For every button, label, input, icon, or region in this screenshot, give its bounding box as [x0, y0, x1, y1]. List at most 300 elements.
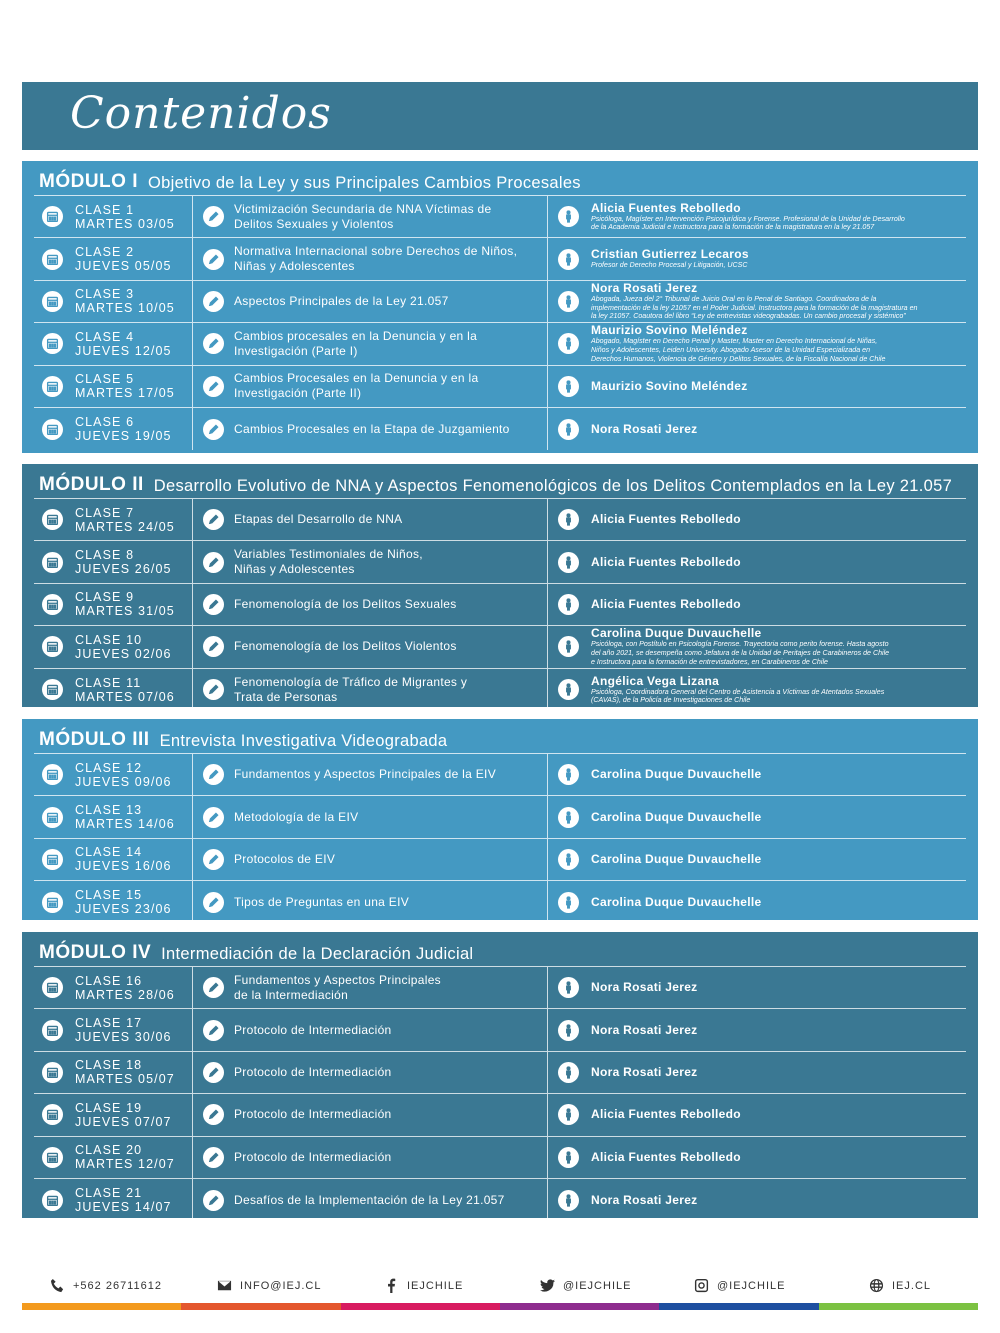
- topic-line-1: Protocolo de Intermediación: [234, 1149, 392, 1164]
- teacher-name: Alicia Fuentes Rebolledo: [591, 512, 741, 527]
- teacher-name: Alicia Fuentes Rebolledo: [591, 554, 741, 569]
- class-cell: [34, 584, 193, 625]
- table-row: [34, 323, 966, 365]
- table-row: [34, 408, 966, 450]
- class-label: [75, 506, 175, 534]
- topic-text: [234, 852, 335, 867]
- teacher-bio-line-1: Psicóloga, Magíster en Intervención Psicojurídica y Forense. Profesional de la Unidad de Desarrollo: [591, 214, 905, 223]
- class-number: CLASE 3: [75, 287, 135, 302]
- topic-line-2: Niñas y Adolescentes: [234, 562, 355, 577]
- class-cell: [34, 1009, 193, 1050]
- topic-text: [234, 895, 409, 910]
- class-date: MARTES 17/05: [75, 386, 175, 401]
- calendar-icon: [42, 594, 63, 615]
- calendar-icon: [42, 333, 63, 354]
- person-icon: [558, 509, 579, 530]
- class-number: CLASE 6: [75, 415, 135, 430]
- teacher-cell: [548, 1009, 966, 1050]
- topic-line-2: Investigación (Parte I): [234, 343, 358, 358]
- teacher-cell: [548, 1094, 966, 1135]
- class-number: CLASE 8: [75, 548, 135, 563]
- class-label: [75, 415, 172, 443]
- module-number: MÓDULO IV: [39, 942, 152, 963]
- pencil-icon: [203, 679, 224, 700]
- calendar-icon: [42, 1020, 63, 1041]
- footer-instagram[interactable]: [694, 1278, 785, 1293]
- module-1: [22, 161, 978, 453]
- person-icon: [558, 291, 579, 312]
- topic-line-1: Protocolo de Intermediación: [234, 1064, 392, 1079]
- pencil-icon: [203, 1190, 224, 1211]
- class-date: JUEVES 23/06: [75, 902, 172, 917]
- teacher-info: [591, 853, 966, 866]
- topic-line-1: Victimización Secundaria de NNA Víctimas de: [234, 201, 492, 216]
- calendar-icon: [42, 636, 63, 657]
- class-cell: [34, 967, 193, 1008]
- class-number: CLASE 1: [75, 202, 135, 217]
- teacher-cell: [548, 238, 966, 279]
- class-label: [75, 548, 172, 576]
- class-cell: [34, 669, 193, 711]
- teacher-cell: [548, 669, 966, 711]
- topic-line-1: Cambios procesales en la Denuncia y en la: [234, 328, 478, 343]
- module-header: [22, 464, 978, 498]
- twitter-icon: [540, 1278, 555, 1293]
- class-number: CLASE 13: [75, 803, 143, 818]
- teacher-bio-line-2: de la Academia Judicial e Instructora para la formación de la magistratura en la ley 21.057: [591, 223, 875, 232]
- color-stripe-segment: [819, 1303, 978, 1310]
- topic-line-1: Fundamentos y Aspectos Principales: [234, 972, 441, 987]
- pencil-icon: [203, 249, 224, 270]
- class-date: MARTES 14/06: [75, 817, 175, 832]
- person-icon: [558, 594, 579, 615]
- class-date: JUEVES 09/06: [75, 774, 172, 789]
- table-row: [34, 1179, 966, 1221]
- pencil-icon: [203, 1020, 224, 1041]
- topic-line-1: Aspectos Principales de la Ley 21.057: [234, 293, 449, 308]
- pencil-icon: [203, 764, 224, 785]
- pencil-icon: [203, 206, 224, 227]
- topic-text: [234, 675, 467, 705]
- teacher-cell: [548, 499, 966, 540]
- teacher-info: [591, 896, 966, 909]
- teacher-name: Alicia Fuentes Rebolledo: [591, 1107, 741, 1122]
- class-number: CLASE 15: [75, 888, 143, 903]
- class-label: [75, 676, 175, 704]
- teacher-bio-line-3: Derechos Humanos, Violencia de Género y Delitos Sexuales, de la Fiscalía Nacional de Chile: [591, 354, 886, 363]
- calendar-icon: [42, 291, 63, 312]
- class-number: CLASE 14: [75, 845, 143, 860]
- topic-cell: [193, 839, 548, 880]
- class-date: JUEVES 02/06: [75, 646, 172, 661]
- teacher-bio-line-1: Abogado, Magíster en Derecho Penal y Master, Master en Derecho Internacional de Niñas,: [591, 337, 878, 346]
- topic-line-1: Fenomenología de los Delitos Violentos: [234, 639, 457, 654]
- teacher-cell: [548, 323, 966, 364]
- table-row: [34, 366, 966, 408]
- class-date: MARTES 31/05: [75, 604, 175, 619]
- module-number: MÓDULO III: [39, 729, 150, 750]
- person-icon: [558, 636, 579, 657]
- topic-line-1: Fenomenología de los Delitos Sexuales: [234, 596, 457, 611]
- topic-cell: [193, 796, 548, 837]
- class-cell: [34, 408, 193, 450]
- teacher-name: Nora Rosati Jerez: [591, 1064, 698, 1079]
- class-number: CLASE 2: [75, 245, 135, 260]
- class-label: [75, 203, 175, 231]
- module-header: [22, 161, 978, 195]
- topic-line-2: Niñas y Adolescentes: [234, 259, 355, 274]
- pencil-icon: [203, 636, 224, 657]
- teacher-name: Alicia Fuentes Rebolledo: [591, 200, 741, 215]
- topic-cell: [193, 238, 548, 279]
- teacher-cell: [548, 1137, 966, 1178]
- phone-icon: [50, 1278, 65, 1293]
- class-date: JUEVES 07/07: [75, 1114, 172, 1129]
- table-row: [34, 1052, 966, 1094]
- footer-twitter[interactable]: [540, 1278, 631, 1293]
- header-banner: [22, 82, 978, 150]
- person-icon: [558, 1104, 579, 1125]
- class-date: MARTES 12/07: [75, 1157, 175, 1172]
- pencil-icon: [203, 376, 224, 397]
- color-stripe-segment: [22, 1303, 181, 1310]
- footer-instagram-text: @IEJCHILE: [717, 1279, 786, 1292]
- teacher-cell: [548, 1052, 966, 1093]
- person-icon: [558, 1147, 579, 1168]
- teacher-info: [591, 324, 966, 363]
- calendar-icon: [42, 419, 63, 440]
- calendar-icon: [42, 249, 63, 270]
- class-label: [75, 974, 175, 1002]
- teacher-info: [591, 1024, 966, 1037]
- calendar-icon: [42, 206, 63, 227]
- footer-email[interactable]: [217, 1278, 321, 1293]
- calendar-icon: [42, 1190, 63, 1211]
- topic-cell: [193, 754, 548, 795]
- topic-cell: [193, 541, 548, 582]
- topic-line-2: Delitos Sexuales y Violentos: [234, 216, 394, 231]
- teacher-name: Nora Rosati Jerez: [591, 281, 698, 296]
- teacher-name: Alicia Fuentes Rebolledo: [591, 1149, 741, 1164]
- teacher-cell: [548, 366, 966, 407]
- topic-cell: [193, 366, 548, 407]
- person-icon: [558, 1020, 579, 1041]
- class-date: JUEVES 19/05: [75, 429, 172, 444]
- topic-text: [234, 1150, 392, 1165]
- class-cell: [34, 196, 193, 237]
- class-number: CLASE 16: [75, 973, 143, 988]
- class-label: [75, 1143, 175, 1171]
- teacher-name: Carolina Duque Duvauchelle: [591, 851, 762, 866]
- teacher-bio-line-1: Profesor de Derecho Procesal y Litigación, UCSC: [591, 261, 748, 270]
- class-table: [34, 753, 966, 924]
- mail-icon: [217, 1278, 232, 1293]
- class-cell: [34, 626, 193, 667]
- table-row: [34, 967, 966, 1009]
- calendar-icon: [42, 1062, 63, 1083]
- calendar-icon: [42, 1104, 63, 1125]
- table-row: [34, 499, 966, 541]
- teacher-cell: [548, 796, 966, 837]
- table-row: [34, 796, 966, 838]
- teacher-name: Carolina Duque Duvauchelle: [591, 894, 762, 909]
- color-stripe-segment: [341, 1303, 500, 1310]
- globe-icon: [869, 1278, 884, 1293]
- topic-cell: [193, 669, 548, 711]
- teacher-info: [591, 811, 966, 824]
- class-number: CLASE 4: [75, 329, 135, 344]
- footer-web-text: IEJ.CL: [892, 1279, 932, 1292]
- topic-line-1: Metodología de la EIV: [234, 809, 359, 824]
- class-cell: [34, 238, 193, 279]
- class-date: MARTES 24/05: [75, 519, 175, 534]
- module-number: MÓDULO II: [39, 474, 144, 495]
- pencil-icon: [203, 552, 224, 573]
- module-title: Objetivo de la Ley y sus Principales Cambios Procesales: [148, 174, 581, 192]
- teacher-cell: [548, 1179, 966, 1221]
- class-cell: [34, 323, 193, 364]
- class-date: MARTES 05/07: [75, 1072, 175, 1087]
- module-header: [22, 719, 978, 753]
- class-label: [75, 803, 175, 831]
- page-title: Contenidos: [70, 88, 332, 139]
- teacher-cell: [548, 281, 966, 322]
- topic-line-1: Protocolos de EIV: [234, 851, 336, 866]
- class-cell: [34, 839, 193, 880]
- class-date: JUEVES 05/05: [75, 259, 172, 274]
- class-cell: [34, 1052, 193, 1093]
- facebook-icon: [384, 1278, 399, 1293]
- topic-line-1: Protocolo de Intermediación: [234, 1022, 392, 1037]
- pencil-icon: [203, 1062, 224, 1083]
- class-label: [75, 1186, 172, 1214]
- teacher-name: Nora Rosati Jerez: [591, 1192, 698, 1207]
- person-icon: [558, 977, 579, 998]
- person-icon: [558, 333, 579, 354]
- topic-text: [234, 329, 477, 359]
- footer-contacts: [22, 1278, 978, 1298]
- topic-line-1: Cambios Procesales en la Denuncia y en la: [234, 371, 479, 386]
- pencil-icon: [203, 594, 224, 615]
- teacher-info: [591, 1066, 966, 1079]
- teacher-info: [591, 556, 966, 569]
- calendar-icon: [42, 849, 63, 870]
- teacher-bio-line-1: Abogada, Jueza del 2° Tribunal de Juicio Oral en lo Penal de Santiago. Coordinadora de la: [591, 295, 877, 304]
- person-icon: [558, 807, 579, 828]
- class-cell: [34, 541, 193, 582]
- topic-text: [234, 767, 496, 782]
- topic-text: [234, 202, 491, 232]
- class-label: [75, 845, 172, 873]
- table-row: [34, 584, 966, 626]
- teacher-name: Nora Rosati Jerez: [591, 421, 698, 436]
- topic-cell: [193, 1137, 548, 1178]
- calendar-icon: [42, 977, 63, 998]
- class-cell: [34, 1094, 193, 1135]
- topic-line-1: Protocolo de Intermediación: [234, 1107, 392, 1122]
- teacher-cell: [548, 196, 966, 237]
- class-number: CLASE 10: [75, 632, 143, 647]
- class-date: MARTES 10/05: [75, 301, 175, 316]
- table-row: [34, 881, 966, 923]
- topic-cell: [193, 323, 548, 364]
- topic-cell: [193, 967, 548, 1008]
- class-number: CLASE 20: [75, 1143, 143, 1158]
- person-icon: [558, 206, 579, 227]
- teacher-info: [591, 513, 966, 526]
- class-label: [75, 245, 172, 273]
- footer-email-text: INFO@IEJ.CL: [240, 1279, 322, 1292]
- color-stripe: [22, 1303, 978, 1310]
- topic-line-1: Cambios Procesales en la Etapa de Juzgamiento: [234, 421, 510, 436]
- table-row: [34, 196, 966, 238]
- teacher-cell: [548, 626, 966, 667]
- class-number: CLASE 9: [75, 590, 135, 605]
- pencil-icon: [203, 807, 224, 828]
- table-row: [34, 626, 966, 668]
- footer-facebook-text: IEJCHILE: [407, 1279, 464, 1292]
- teacher-name: Nora Rosati Jerez: [591, 1022, 698, 1037]
- class-label: [75, 372, 175, 400]
- footer-facebook[interactable]: [384, 1278, 463, 1293]
- teacher-info: [591, 1151, 966, 1164]
- class-number: CLASE 21: [75, 1186, 143, 1201]
- pencil-icon: [203, 291, 224, 312]
- class-date: JUEVES 26/05: [75, 562, 172, 577]
- person-icon: [558, 764, 579, 785]
- calendar-icon: [42, 807, 63, 828]
- teacher-name: Carolina Duque Duvauchelle: [591, 626, 762, 641]
- topic-cell: [193, 408, 548, 450]
- teacher-bio-line-3: la ley 21057. Coautora del libro “Ley de entrevistas videograbadas. Un cambio procesal y sistémico”: [591, 312, 906, 321]
- class-date: MARTES 03/05: [75, 216, 175, 231]
- topic-text: [234, 597, 457, 612]
- topic-cell: [193, 881, 548, 923]
- teacher-name: Alicia Fuentes Rebolledo: [591, 596, 741, 611]
- footer-web[interactable]: [869, 1278, 931, 1293]
- color-stripe-segment: [500, 1303, 659, 1310]
- class-cell: [34, 366, 193, 407]
- teacher-cell: [548, 754, 966, 795]
- class-date: JUEVES 30/06: [75, 1030, 172, 1045]
- class-date: MARTES 28/06: [75, 987, 175, 1002]
- class-date: JUEVES 16/06: [75, 859, 172, 874]
- person-icon: [558, 419, 579, 440]
- topic-line-1: Normativa Internacional sobre Derechos de Niños,: [234, 244, 518, 259]
- class-table: [34, 195, 966, 450]
- topic-cell: [193, 196, 548, 237]
- calendar-icon: [42, 509, 63, 530]
- footer-phone[interactable]: [50, 1278, 162, 1293]
- teacher-cell: [548, 839, 966, 880]
- topic-line-1: Fundamentos y Aspectos Principales de la EIV: [234, 767, 497, 782]
- class-table: [34, 498, 966, 711]
- class-label: [75, 590, 175, 618]
- person-icon: [558, 249, 579, 270]
- teacher-cell: [548, 967, 966, 1008]
- table-row: [34, 839, 966, 881]
- person-icon: [558, 679, 579, 700]
- pencil-icon: [203, 1147, 224, 1168]
- topic-line-2: Investigación (Parte II): [234, 386, 362, 401]
- class-label: [75, 633, 172, 661]
- topic-cell: [193, 499, 548, 540]
- topic-line-1: Etapas del Desarrollo de NNA: [234, 512, 403, 527]
- calendar-icon: [42, 679, 63, 700]
- calendar-icon: [42, 764, 63, 785]
- topic-cell: [193, 1179, 548, 1221]
- class-cell: [34, 754, 193, 795]
- teacher-info: [591, 598, 966, 611]
- pencil-icon: [203, 849, 224, 870]
- class-cell: [34, 1137, 193, 1178]
- topic-text: [234, 512, 402, 527]
- teacher-info: [591, 202, 966, 232]
- class-label: [75, 888, 172, 916]
- teacher-name: Maurizio Sovino Meléndez: [591, 323, 748, 338]
- topic-text: [234, 1023, 392, 1038]
- module-number: MÓDULO I: [39, 171, 138, 192]
- teacher-info: [591, 675, 966, 705]
- topic-cell: [193, 281, 548, 322]
- class-number: CLASE 5: [75, 372, 135, 387]
- topic-line-1: Tipos de Preguntas en una EIV: [234, 894, 410, 909]
- topic-line-2: de la Intermediación: [234, 987, 349, 1002]
- pencil-icon: [203, 892, 224, 913]
- teacher-info: [591, 981, 966, 994]
- class-date: JUEVES 12/05: [75, 343, 172, 358]
- color-stripe-segment: [659, 1303, 818, 1310]
- table-row: [34, 1137, 966, 1179]
- topic-text: [234, 547, 423, 577]
- module-title: Intermediación de la Declaración Judicial: [161, 945, 474, 963]
- pencil-icon: [203, 419, 224, 440]
- footer-twitter-text: @IEJCHILE: [563, 1279, 632, 1292]
- teacher-info: [591, 1194, 966, 1207]
- class-cell: [34, 499, 193, 540]
- teacher-bio-line-2: (CAVAS), de la Policía de Investigaciones de Chile: [591, 696, 751, 705]
- class-number: CLASE 11: [75, 675, 142, 690]
- table-row: [34, 754, 966, 796]
- class-label: [75, 761, 172, 789]
- topic-line-1: Desafíos de la Implementación de la Ley 21.057: [234, 1192, 505, 1207]
- teacher-cell: [548, 881, 966, 923]
- topic-cell: [193, 626, 548, 667]
- topic-text: [234, 422, 510, 437]
- class-label: [75, 287, 175, 315]
- person-icon: [558, 376, 579, 397]
- topic-text: [234, 1107, 392, 1122]
- topic-cell: [193, 1009, 548, 1050]
- person-icon: [558, 1062, 579, 1083]
- module-title: Entrevista Investigativa Videograbada: [159, 732, 448, 750]
- teacher-info: [591, 248, 966, 270]
- teacher-info: [591, 282, 966, 321]
- instagram-icon: [694, 1278, 709, 1293]
- topic-text: [234, 294, 449, 309]
- teacher-name: Maurizio Sovino Meléndez: [591, 378, 748, 393]
- teacher-bio-line-3: e Instructora para la formación de entrevistadores, en Carabineros de Chile: [591, 657, 828, 666]
- topic-text: [234, 973, 441, 1003]
- class-cell: [34, 796, 193, 837]
- table-row: [34, 281, 966, 323]
- person-icon: [558, 1190, 579, 1211]
- teacher-bio-line-1: Psicóloga, Coordinadora General del Centro de Asistencia a Víctimas de Atentados Sexuales: [591, 687, 885, 696]
- pencil-icon: [203, 977, 224, 998]
- color-stripe-segment: [181, 1303, 340, 1310]
- teacher-bio-line-2: del año 2021, se desempeña como Jefatura de la Unidad de Peritajes de Carabineros de Chile: [591, 649, 890, 658]
- teacher-cell: [548, 584, 966, 625]
